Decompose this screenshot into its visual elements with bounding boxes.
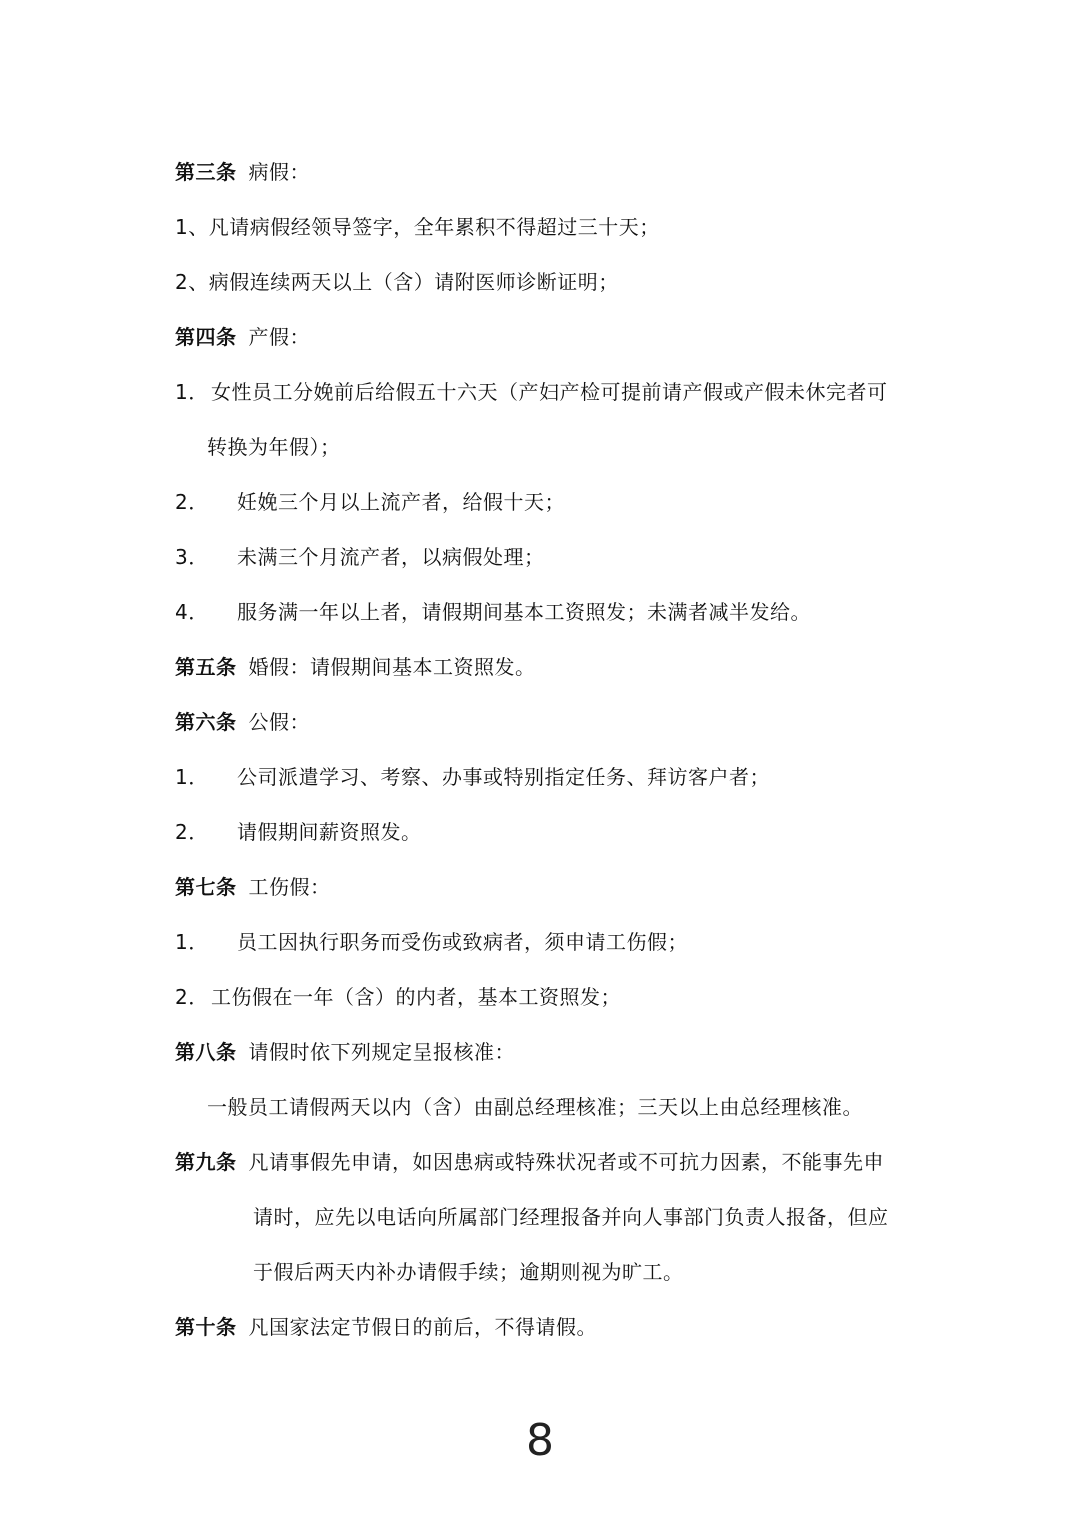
article-4-item-3 <box>175 545 545 569</box>
article-6-item-2 <box>175 820 422 844</box>
article-5-line <box>175 655 536 679</box>
article-4-item-1-line-1 <box>175 380 888 404</box>
article-7-item-2-text: 工伤假在一年（含）的内者，基本工资照发； <box>211 985 621 1009</box>
article-10-line <box>175 1315 597 1339</box>
article-8-body: 一般员工请假两天以内（含）由副总经理核准；三天以上由总经理核准。 <box>207 1095 863 1119</box>
article-4-label: 第四条 <box>175 325 237 349</box>
article-4-heading-line <box>175 325 310 349</box>
article-4-item-1-text: 女性员工分娩前后给假五十六天（产妇产检可提前请产假或产假未休完者可 <box>211 380 888 404</box>
article-6-title: 公假： <box>248 710 310 734</box>
article-9-line-2: 请时，应先以电话向所属部门经理报备并向人事部门负责人报备，但应 <box>253 1205 889 1229</box>
article-3-item-2: 2、病假连续两天以上（含）请附医师诊断证明； <box>175 270 619 294</box>
article-4-item-4 <box>175 600 811 624</box>
article-10-label: 第十条 <box>175 1315 237 1339</box>
article-7-item-1 <box>175 930 688 954</box>
article-7-heading-line <box>175 875 331 899</box>
article-4-title: 产假： <box>248 325 310 349</box>
article-5-label: 第五条 <box>175 655 237 679</box>
article-4-item-3-text: 未满三个月流产者，以病假处理； <box>237 545 545 569</box>
article-6-heading-line <box>175 710 310 734</box>
article-6-label: 第六条 <box>175 710 237 734</box>
article-4-item-4-text: 服务满一年以上者，请假期间基本工资照发；未满者减半发给。 <box>237 600 811 624</box>
article-6-item-1 <box>175 765 770 789</box>
article-8-heading-line <box>175 1040 515 1064</box>
article-7-label: 第七条 <box>175 875 237 899</box>
article-3-title: 病假： <box>248 160 310 184</box>
article-7-item-1-number: 1． <box>175 930 209 954</box>
page-number: 8 <box>526 1415 554 1466</box>
article-7-item-2-number: 2． <box>175 985 209 1009</box>
article-4-item-1-line-2: 转换为年假）； <box>207 435 341 459</box>
article-6-item-2-number: 2． <box>175 820 209 844</box>
article-6-item-1-text: 公司派遣学习、考察、办事或特别指定任务、拜访客户者； <box>237 765 770 789</box>
article-3-heading-line <box>175 160 310 184</box>
article-9-line-3: 于假后两天内补办请假手续；逾期则视为旷工。 <box>253 1260 684 1284</box>
article-9-text-1: 凡请事假先申请，如因患病或特殊状况者或不可抗力因素，不能事先申 <box>248 1150 884 1174</box>
article-4-item-3-number: 3． <box>175 545 209 569</box>
article-9-label: 第九条 <box>175 1150 237 1174</box>
article-8-label: 第八条 <box>175 1040 237 1064</box>
article-4-item-4-number: 4． <box>175 600 209 624</box>
article-6-item-1-number: 1． <box>175 765 209 789</box>
article-4-item-2-number: 2． <box>175 490 209 514</box>
article-4-item-2-text: 妊娩三个月以上流产者，给假十天； <box>237 490 565 514</box>
article-4-item-1-number: 1． <box>175 380 209 404</box>
article-3-label: 第三条 <box>175 160 237 184</box>
article-8-title: 请假时依下列规定呈报核准： <box>248 1040 515 1064</box>
article-5-title: 婚假：请假期间基本工资照发。 <box>248 655 536 679</box>
article-7-item-1-text: 员工因执行职务而受伤或致病者，须申请工伤假； <box>237 930 688 954</box>
article-7-item-2 <box>175 985 621 1009</box>
article-10-title: 凡国家法定节假日的前后，不得请假。 <box>248 1315 597 1339</box>
article-3-item-1: 1、凡请病假经领导签字，全年累积不得超过三十天； <box>175 215 660 239</box>
article-6-item-2-text: 请假期间薪资照发。 <box>237 820 422 844</box>
article-9-line-1 <box>175 1150 884 1174</box>
article-4-item-2 <box>175 490 565 514</box>
article-7-title: 工伤假： <box>248 875 331 899</box>
